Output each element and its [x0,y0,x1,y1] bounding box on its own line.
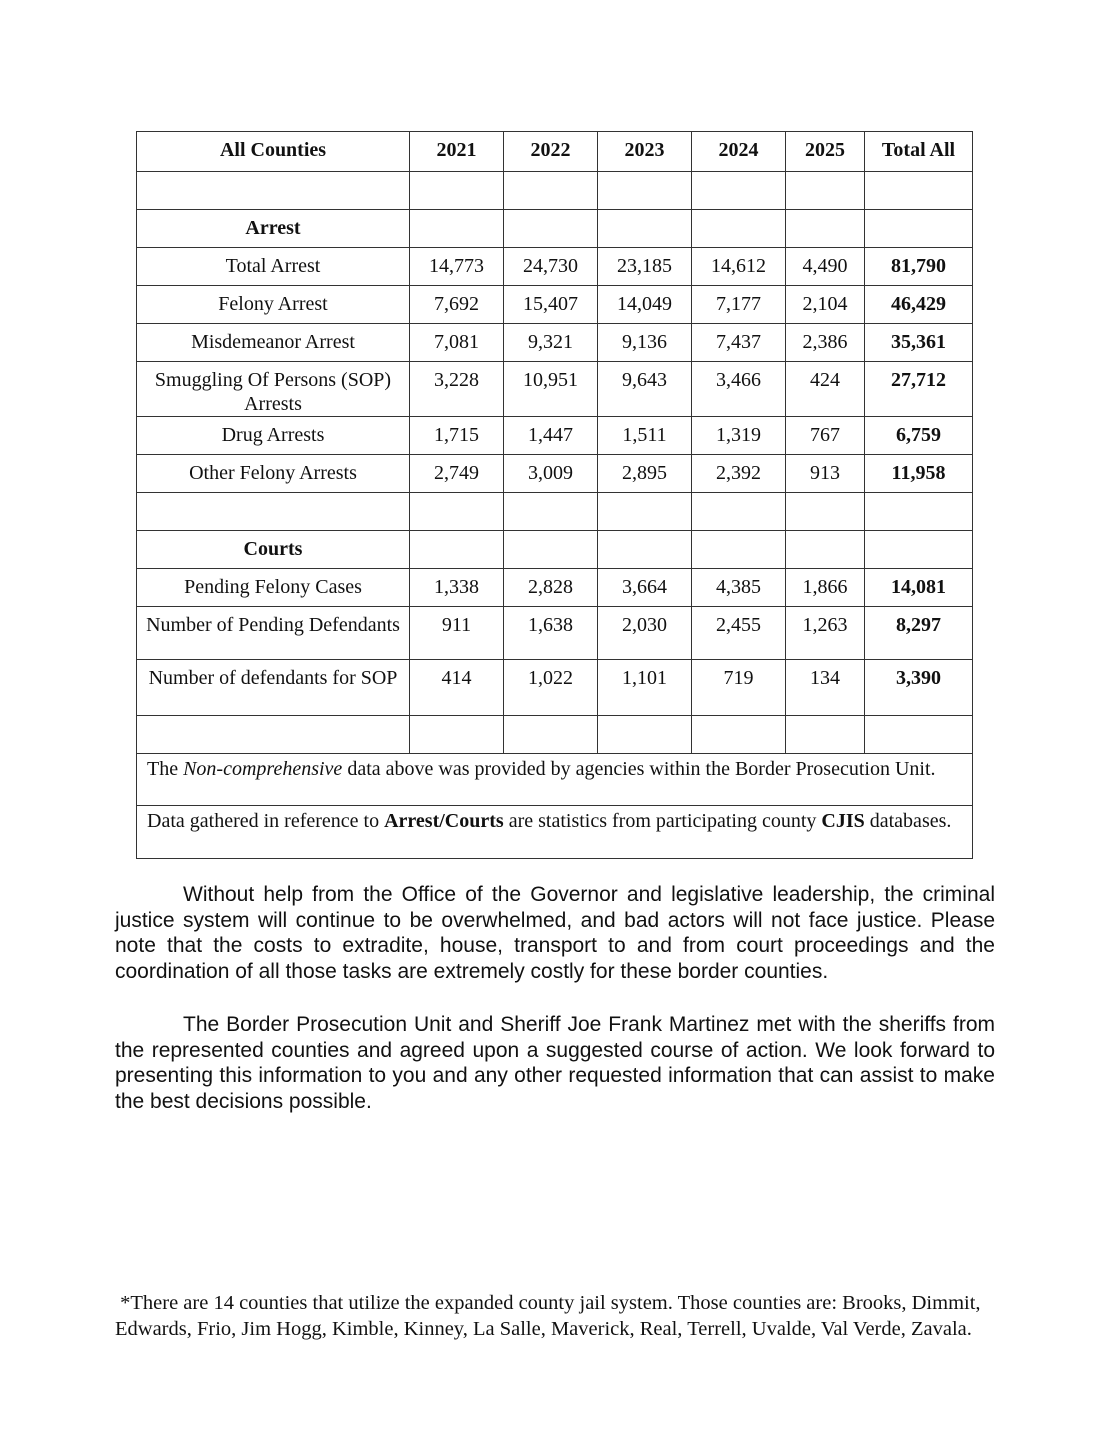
table-cell: 3,466 [692,362,786,417]
table-cell: 424 [786,362,865,417]
table-cell: 2,895 [598,455,692,493]
table-cell: 3,009 [504,455,598,493]
table-cell: 7,081 [410,324,504,362]
table-cell: 2,455 [692,607,786,660]
table-cell: 23,185 [598,248,692,286]
row-label: Pending Felony Cases [137,569,410,607]
table-row [137,324,973,362]
row-total: 6,759 [865,417,973,455]
section-title-courts: Courts [137,531,410,569]
table-cell: 7,692 [410,286,504,324]
table-cell: 14,612 [692,248,786,286]
row-label: Number of Pending Defendants [137,607,410,660]
table-cell: 414 [410,660,504,716]
header-cell: Total All [865,132,973,172]
table-cell: 1,338 [410,569,504,607]
row-total: 27,712 [865,362,973,417]
header-cell: 2022 [504,132,598,172]
row-total: 35,361 [865,324,973,362]
table-cell: 1,319 [692,417,786,455]
table-row [137,660,973,716]
table-cell: 3,664 [598,569,692,607]
table-cell: 1,715 [410,417,504,455]
header-cell: 2021 [410,132,504,172]
table-cell: 134 [786,660,865,716]
note-row [137,806,973,859]
table-cell: 1,866 [786,569,865,607]
table-cell: 913 [786,455,865,493]
table-cell: 9,643 [598,362,692,417]
note-row [137,754,973,806]
table-cell: 1,511 [598,417,692,455]
table-cell: 3,228 [410,362,504,417]
table-cell: 1,447 [504,417,598,455]
table-cell: 2,749 [410,455,504,493]
body-paragraph-2: The Border Prosecution Unit and Sheriff Joe Frank Martinez met with the sheriffs from the represented counties and agreed upon a suggested course of action. We look forward to presenting this information to you and any other requested information that can assist to make the best decisions possible. [115,1013,995,1113]
table-cell: 719 [692,660,786,716]
statistics-table [136,131,973,859]
header-cell: 2024 [692,132,786,172]
row-label: Drug Arrests [137,417,410,455]
section-heading-row [137,210,973,248]
section-title-arrest: Arrest [137,210,410,248]
body-paragraph-1: Without help from the Office of the Governor and legislative leadership, the criminal justice system will continue to be overwhelmed, and bad actors will not face justice. Please note that the costs to extradite, house, transport to and from court proceedings and the coordination of all those tasks are extremely costly for these border counties. [115,883,995,983]
data-source-note: The Non-comprehensive data above was provided by agencies within the Border Prosecution Unit. [137,754,973,806]
row-label: Misdemeanor Arrest [137,324,410,362]
row-label: Total Arrest [137,248,410,286]
table-cell: 15,407 [504,286,598,324]
row-label: Felony Arrest [137,286,410,324]
table-cell: 2,392 [692,455,786,493]
blank-row [137,172,973,210]
table-cell: 7,177 [692,286,786,324]
table-row [137,569,973,607]
table-cell: 911 [410,607,504,660]
row-total: 8,297 [865,607,973,660]
table-cell: 1,263 [786,607,865,660]
table-cell: 4,490 [786,248,865,286]
header-cell: 2023 [598,132,692,172]
table-row [137,417,973,455]
footnote: *There are 14 counties that utilize the expanded county jail system. Those counties are: Brooks, Dimmit, Edwards, Frio, Jim Hogg, Kimble, Kinney, La Salle, Maverick, Real, Terrell, Uvalde, Val Verde, Zavala. [115,1292,981,1340]
table-cell: 10,951 [504,362,598,417]
table-cell: 1,638 [504,607,598,660]
table-cell: 2,104 [786,286,865,324]
table-row [137,455,973,493]
table-row [137,362,973,417]
row-total: 3,390 [865,660,973,716]
table-cell: 4,385 [692,569,786,607]
table-cell: 7,437 [692,324,786,362]
header-cell: 2025 [786,132,865,172]
table-cell: 1,101 [598,660,692,716]
row-total: 46,429 [865,286,973,324]
blank-row [137,716,973,754]
table-cell: 14,049 [598,286,692,324]
row-label: Other Felony Arrests [137,455,410,493]
section-heading-row [137,531,973,569]
table-cell: 14,773 [410,248,504,286]
table-cell: 9,321 [504,324,598,362]
row-total: 14,081 [865,569,973,607]
row-label: Smuggling Of Persons (SOP) Arrests [137,362,410,417]
table-row [137,286,973,324]
data-reference-note: Data gathered in reference to Arrest/Courts are statistics from participating county CJIS databases. [137,806,973,859]
table-cell: 24,730 [504,248,598,286]
header-cell: All Counties [137,132,410,172]
blank-row [137,493,973,531]
table-cell: 1,022 [504,660,598,716]
table-cell: 2,030 [598,607,692,660]
row-total: 11,958 [865,455,973,493]
table-cell: 9,136 [598,324,692,362]
table-header-row [137,132,973,172]
table-cell: 767 [786,417,865,455]
table-row [137,248,973,286]
row-total: 81,790 [865,248,973,286]
table-cell: 2,828 [504,569,598,607]
table-cell: 2,386 [786,324,865,362]
table-row [137,607,973,660]
row-label: Number of defendants for SOP [137,660,410,716]
